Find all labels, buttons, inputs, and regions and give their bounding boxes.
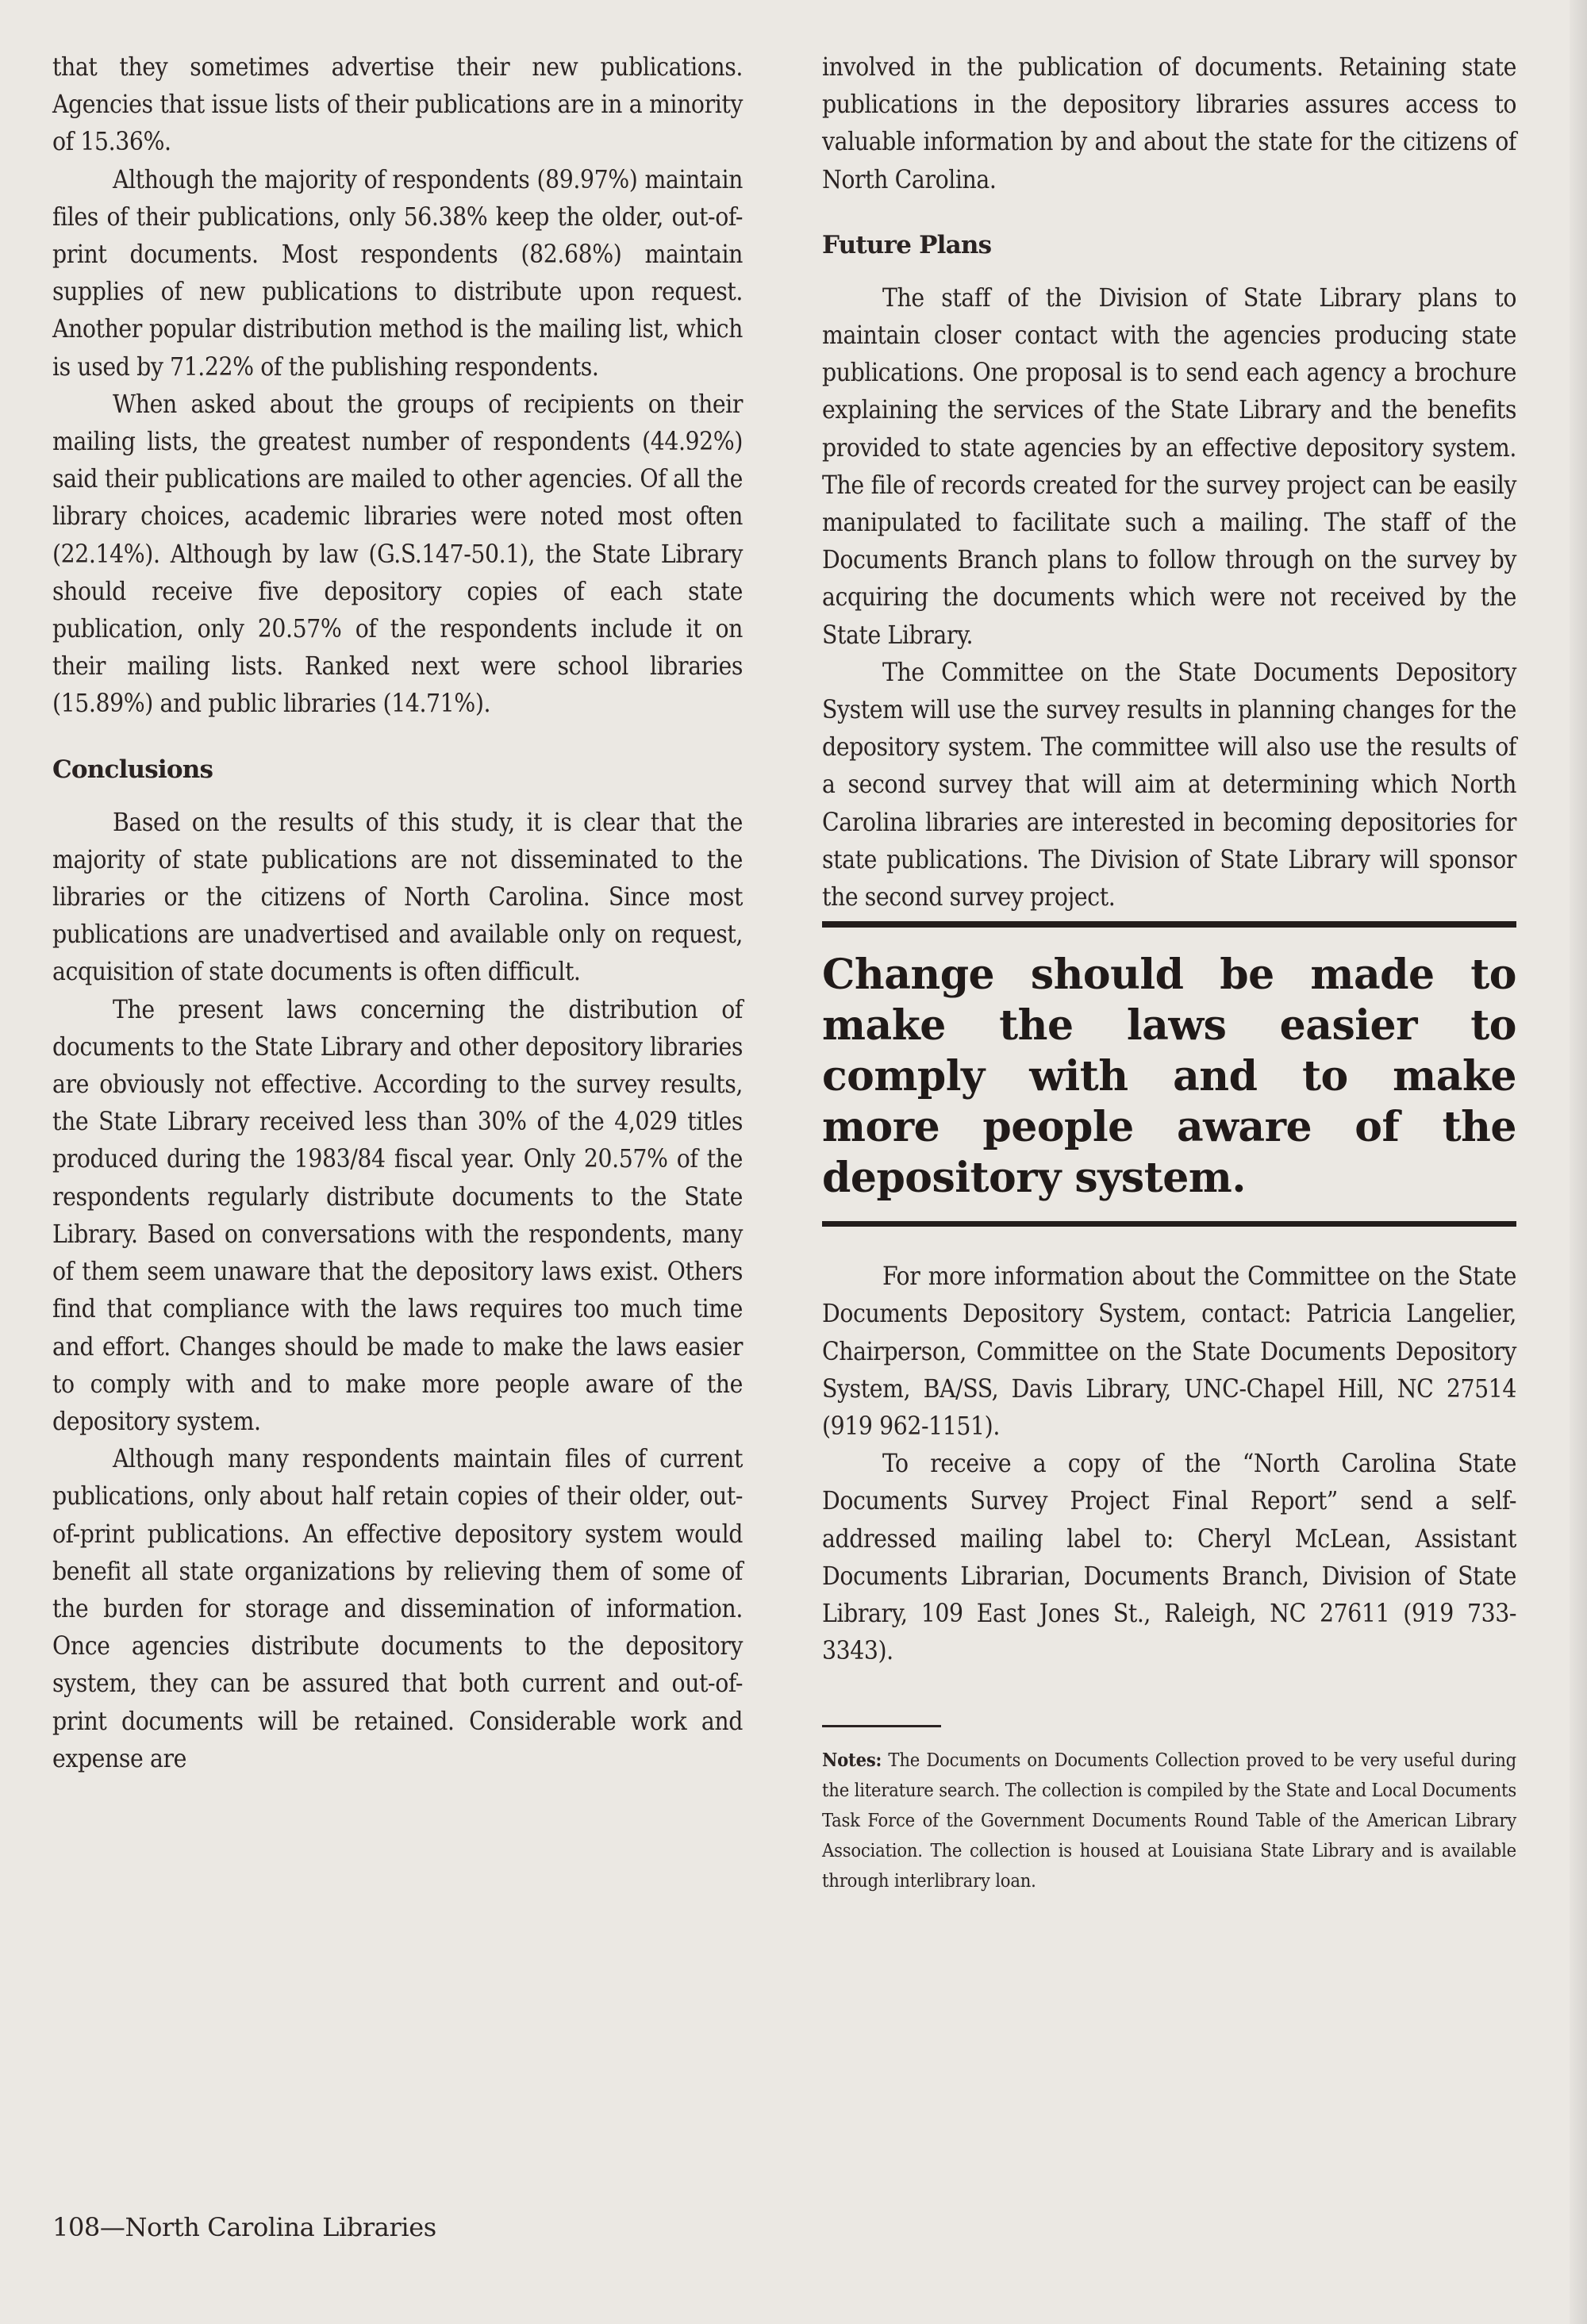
conclusions-section	[52, 805, 743, 1778]
body-paragraph: Based on the results of this study, it is clear that the majority of state publications are not disseminated to the libraries or the citizens of North Carolina. Since most publications are unadvertised and available only on request, acquisition of state documents is often difficult.	[52, 808, 743, 987]
body-paragraph: Although many respondents maintain files of current publications, only about half retain copies of their older, out-of-print publications. An effective depository system would benefit all state organizations by relieving them of some of the burden for storage and dissemination of information. Once agencies distribute documents to the depository system, they can be assured that both current and out-of-print documents will be retained. Considerable work and expense are	[52, 1445, 743, 1773]
right-column	[822, 49, 1516, 1896]
pullquote-bottom-rule	[822, 1221, 1516, 1227]
body-paragraph: The present laws concerning the distribution of documents to the State Library and other depository libraries are obviously not effective. According to the survey results, the State Library received less than 30% of the 4,029 titles produced during the 1983/84 fiscal year. Only 20.57% of the respondents regularly distribute documents to the State Library. Based on conversations with the respondents, many of them seem unaware that the depository laws exist. Others find that compliance with the laws requires too much time and effort. Changes should be made to make the laws easier to comply with and to make more people aware of the depository system.	[52, 995, 743, 1436]
body-paragraph: Although the majority of respondents (89.97%) maintain files of their publications, only 56.38% keep the older, out-of-print documents. Most respondents (82.68%) maintain supplies of new publications to distribute upon request. Another popular distribution method is the mailing list, which is used by 71.22% of the publishing respondents.	[52, 165, 743, 382]
footnote-rule	[822, 1725, 941, 1727]
body-paragraph: The staff of the Division of State Library plans to maintain closer contact with the agencies producing state publications. One proposal is to send each agency a brochure explaining the services of the State Library and the benefits provided to state agencies by an effective depository system. The file of records created for the survey project can be easily manipulated to facilitate such a mailing. The staff of the Documents Branch plans to follow through on the survey by acquiring the documents which were not received by the State Library.	[822, 283, 1516, 650]
pullquote-top-rule	[822, 921, 1516, 928]
page-folio: 108—North Carolina Libraries	[52, 2212, 436, 2242]
body-paragraph: involved in the publication of documents. Retaining state publications in the depository libraries assures access to valuable information by and about the state for the citizens of North Carolina.	[822, 53, 1516, 194]
body-paragraph: that they sometimes advertise their new publications. Agencies that issue lists of their publications are in a minority of 15.36%.	[52, 53, 743, 157]
contact-paragraph: To receive a copy of the “North Carolina State Documents Survey Project Final Report” send a self-addressed mailing label to: Cheryl McLean, Assistant Documents Librarian, Documents Branch, Division of State Library, 109 East Jones St., Raleigh, NC 27611 (919 733-3343).	[822, 1450, 1516, 1666]
section-heading-conclusions: Conclusions	[52, 755, 213, 784]
contact-section	[822, 1258, 1516, 1670]
footnote-text: The Documents on Documents Collection proved to be very useful during the literature search. The collection is compiled by the State and Local Documents Task Force of the Government Documents Round Table of the American Library Association. The collection is housed at Louisiana State Library and is available through interlibrary loan.	[822, 1748, 1516, 1892]
page-edge-shadow	[1570, 0, 1587, 2324]
body-paragraph: The Committee on the State Documents Depository System will use the survey results in planning changes for the depository system. The committee will also use the results of a second survey that will aim at determining which North Carolina libraries are interested in becoming depositories for state publications. The Division of State Library will sponsor the second survey project.	[822, 658, 1516, 912]
left-column	[52, 49, 743, 1778]
contact-paragraph: For more information about the Committee on the State Documents Depository System, contact: Patricia Langelier, Chairperson, Committee on the State Documents Depository System, BA/SS, Davis Library, UNC-Chapel Hill, NC 27514 (919 962-1151).	[822, 1262, 1516, 1442]
intro-section	[52, 49, 743, 724]
section-heading-future-plans: Future Plans	[822, 230, 992, 259]
pullquote: Change should be made to make the laws easier to comply with and to make more people aware of the depository system.	[822, 951, 1516, 1203]
future-plans-section	[822, 280, 1516, 916]
footnote	[822, 1745, 1516, 1896]
footnote-label: Notes:	[822, 1748, 882, 1771]
body-paragraph: When asked about the groups of recipients on their mailing lists, the greatest number of respondents (44.92%) said their publications are mailed to other agencies. Of all the library choices, academic libraries were noted most often (22.14%). Although by law (G.S.147-50.1), the State Library should receive five depository copies of each state publication, only 20.57% of the respondents include it on their mailing lists. Ranked next were school libraries (15.89%) and public libraries (14.71%).	[52, 390, 743, 719]
